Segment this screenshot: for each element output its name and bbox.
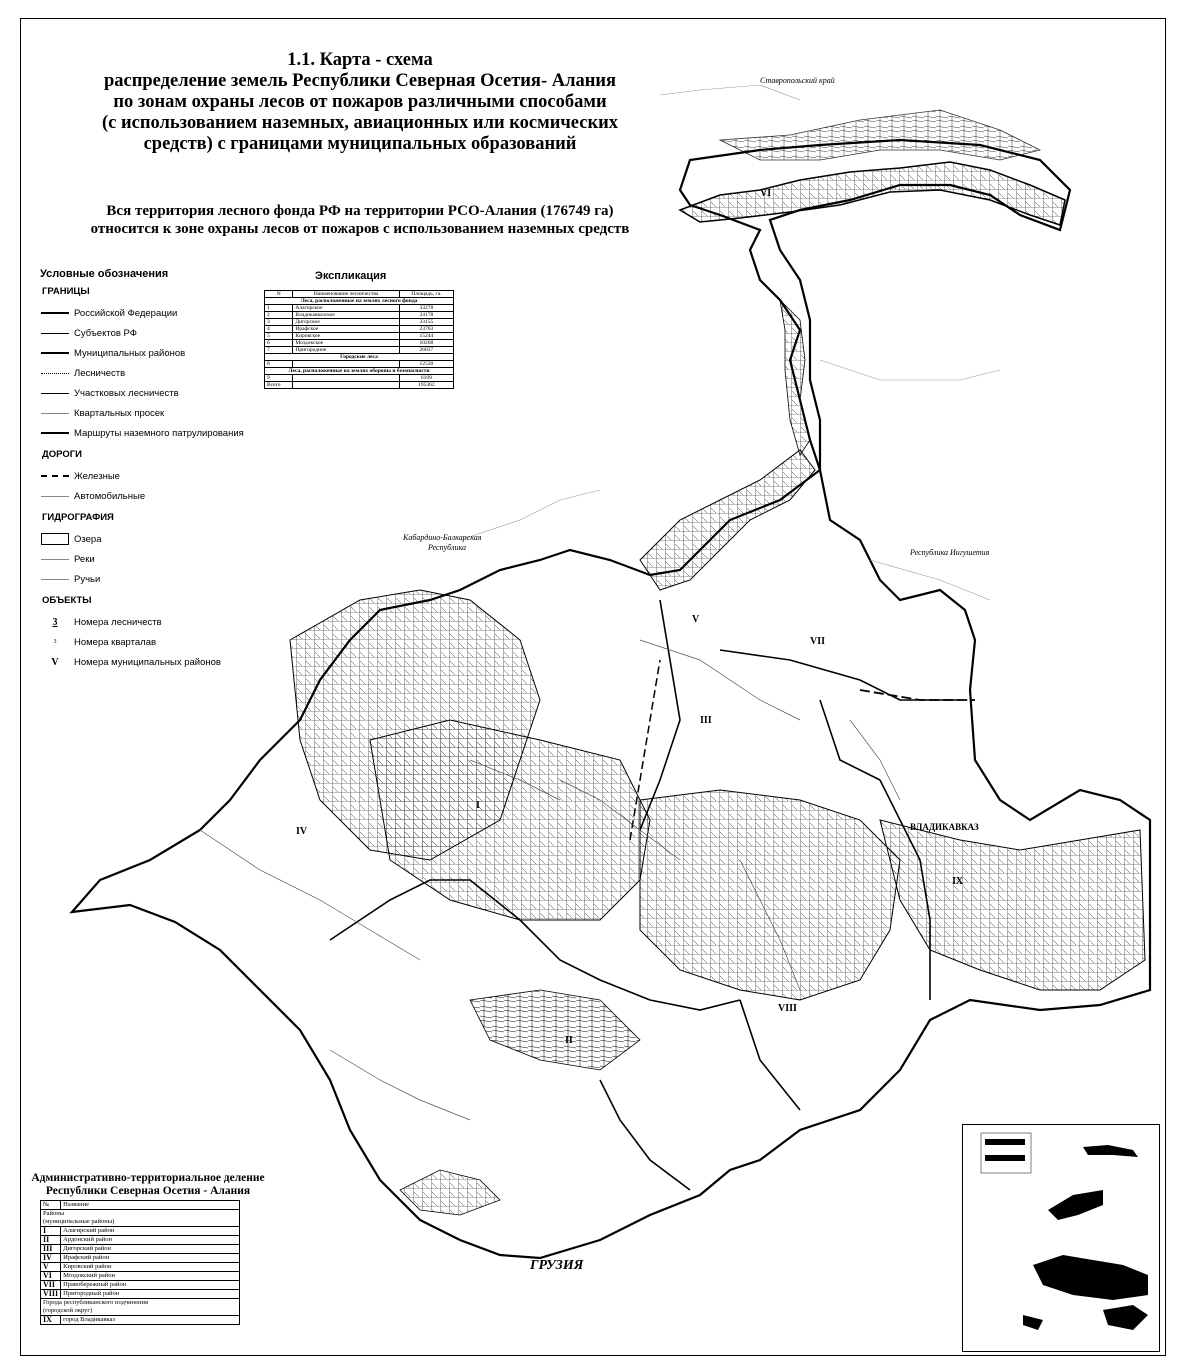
legend-item	[40, 466, 270, 486]
legend-item	[40, 363, 270, 383]
legend-item	[40, 303, 270, 323]
table-row: 2 Владикавказское 34178	[265, 312, 454, 319]
patrol-route-line-icon	[41, 432, 69, 434]
district-border-line-icon	[41, 352, 69, 354]
table-row: VI Моздокский район	[41, 1272, 240, 1281]
district-numeral: VIII	[778, 1003, 797, 1014]
forest-north-corridor	[640, 450, 815, 590]
table-row: V Кировский район	[41, 1263, 240, 1272]
legend-label: Квартальных просек	[74, 407, 165, 419]
legend-item	[40, 612, 270, 632]
forest-east	[880, 820, 1145, 990]
district-numeral: IV	[296, 826, 308, 837]
legend-label: Автомобильные	[74, 490, 146, 502]
section-row: Районы	[41, 1210, 240, 1219]
section-row: Леса, расположенные на землях лесного фонда	[265, 298, 454, 305]
total-row: Всего 195362	[265, 382, 454, 389]
admin-title-line: Административно-территориальное деление	[31, 1172, 265, 1184]
legend-label: Субъектов РФ	[74, 327, 137, 339]
table-row: II Ардонский район	[41, 1236, 240, 1245]
legend-label: Муниципальных районов	[74, 347, 186, 359]
river-line-icon	[41, 559, 69, 560]
table-row: IX город Владикавказ	[41, 1316, 240, 1325]
legend-item	[40, 486, 270, 506]
explication-title: Экспликация	[315, 270, 387, 282]
table-row: 1 Алагирское 33278	[265, 305, 454, 312]
subject-border-line-icon	[41, 333, 69, 334]
inset-overview-map	[962, 1124, 1160, 1352]
mozdok-upper	[720, 110, 1040, 160]
district-numeral: II	[565, 1035, 573, 1046]
legend-section-heading: ОБЪЕКТЫ	[42, 595, 92, 606]
column-header: N	[265, 291, 293, 298]
federation-border-line-icon	[41, 312, 69, 314]
kbr-label-line2: Республика	[428, 543, 466, 552]
table-row: VIII Пригородный район	[41, 1290, 240, 1299]
lake-box-icon	[41, 533, 69, 545]
table-header-row	[265, 291, 454, 298]
section-row: Городские леса	[265, 354, 454, 361]
table-header-row: № Название	[41, 1201, 240, 1210]
legend-label: Номера кварталав	[74, 636, 157, 648]
legend-label: Участковых лесничеств	[74, 387, 179, 399]
section-row: Леса, расположенные на землях обороны и безопасности	[265, 368, 454, 375]
title-line: по зонам охраны лесов от пожаров различными способами	[113, 92, 607, 112]
admin-division-table	[40, 1200, 240, 1325]
title-line: распределение земель Республики Северная Осетия- Алания	[103, 71, 617, 91]
note-line: Вся территория лесного фонда РФ на территории РСО-Алания (176749 га)	[106, 203, 614, 219]
table-row: 5 Кировское 15244	[265, 333, 454, 340]
legend-label: Железные	[74, 470, 120, 482]
table-row: 7 Пригородное 26837	[265, 347, 454, 354]
district-numeral: VII	[810, 636, 826, 647]
kbr-label: Кабардино-Балкарская	[403, 533, 482, 542]
legend-item	[40, 569, 270, 589]
legend-label: Номера лесничеств	[74, 616, 162, 628]
district-numeral: V	[692, 614, 700, 625]
legend-item	[40, 403, 270, 423]
column-header: Наименование лесничества	[293, 291, 400, 298]
title-line: (с использованием наземных, авиационных или космических	[101, 113, 619, 133]
map-title	[40, 50, 680, 155]
explication-table	[264, 290, 454, 389]
legend-label: Маршруты наземного патрулирования	[74, 427, 244, 439]
legend-label: Номера муниципальных районов	[74, 656, 221, 668]
legend-item	[40, 343, 270, 363]
stream-line-icon	[41, 579, 69, 580]
table-row: I Алагирский район	[41, 1227, 240, 1236]
table-row: 4 Ирафское 23763	[265, 326, 454, 333]
legend-item	[40, 423, 270, 443]
legend-label: Реки	[74, 553, 95, 565]
georgia-label: ГРУЗИЯ	[530, 1258, 584, 1273]
forestry-border-line-icon	[41, 373, 69, 374]
legend-item	[40, 323, 270, 343]
district-numeral: I	[476, 800, 480, 811]
forest-south-west	[400, 1170, 500, 1215]
district-numeral: IX	[952, 876, 964, 887]
legend	[40, 268, 270, 672]
legend-item	[40, 549, 270, 569]
table-row: 9 6109	[265, 375, 454, 382]
table-row: III Дигорский район	[41, 1245, 240, 1254]
stavropol-label: Ставропольский край	[760, 76, 835, 85]
section-row: Города республиканского подчинения	[41, 1299, 240, 1308]
table-row: 8 12530	[265, 361, 454, 368]
railway-line-icon	[41, 475, 69, 477]
district-number-symbol: V	[51, 656, 59, 668]
admin-title-line: Республики Северная Осетия - Алания	[45, 1185, 251, 1197]
legend-label: Ручьи	[74, 573, 101, 585]
section-row: (муниципальные районы)	[41, 1218, 240, 1227]
admin-division-title	[18, 1172, 278, 1198]
road-line-icon	[41, 496, 69, 497]
forest-corridor-mid	[780, 300, 810, 455]
note-line: относится к зоне охраны лесов от пожаров с использованием наземных средств	[90, 221, 630, 237]
table-row: 6 Моздокское 10268	[265, 340, 454, 347]
legend-label: Российской Федерации	[74, 307, 178, 319]
legend-item	[40, 652, 270, 672]
quarter-clearing-line-icon	[41, 413, 69, 414]
forest-middle	[640, 790, 900, 1000]
ingushetia-label: Республика Ингушетия	[910, 548, 990, 557]
district-forestry-line-icon	[41, 393, 69, 394]
quarter-number-symbol: 3	[53, 639, 57, 645]
district-numeral: VI	[760, 188, 772, 199]
legend-item	[40, 632, 270, 652]
legend-section-heading: ГИДРОГРАФИЯ	[42, 512, 114, 523]
forest-central	[370, 720, 650, 920]
forest-south	[470, 990, 640, 1070]
legend-section-heading: ДОРОГИ	[42, 449, 82, 460]
column-header: Площадь, га.	[399, 291, 453, 298]
legend-item	[40, 529, 270, 549]
mozdok-forest	[680, 162, 1065, 225]
title-line: 1.1. Карта - схема	[287, 50, 433, 70]
table-row: IV Ирафский район	[41, 1254, 240, 1263]
title-line: средств) с границами муниципальных образований	[143, 134, 577, 154]
legend-section-heading: ГРАНИЦЫ	[42, 286, 90, 297]
section-row: (городской округ)	[41, 1307, 240, 1316]
legend-title: Условные обозначения	[40, 268, 169, 280]
table-row: VII Правобережный район	[41, 1281, 240, 1290]
legend-item	[40, 383, 270, 403]
forestry-number-symbol: 3	[52, 616, 58, 628]
table-row: 3 Дигорское 33155	[265, 319, 454, 326]
district-numeral: III	[700, 715, 712, 726]
legend-label: Лесничеств	[74, 367, 126, 379]
forest-zone-note	[40, 202, 680, 238]
inset-drawing	[963, 1125, 1159, 1351]
legend-label: Озера	[74, 533, 102, 545]
vladikavkaz-label: ВЛАДИКАВКАЗ	[910, 822, 979, 832]
